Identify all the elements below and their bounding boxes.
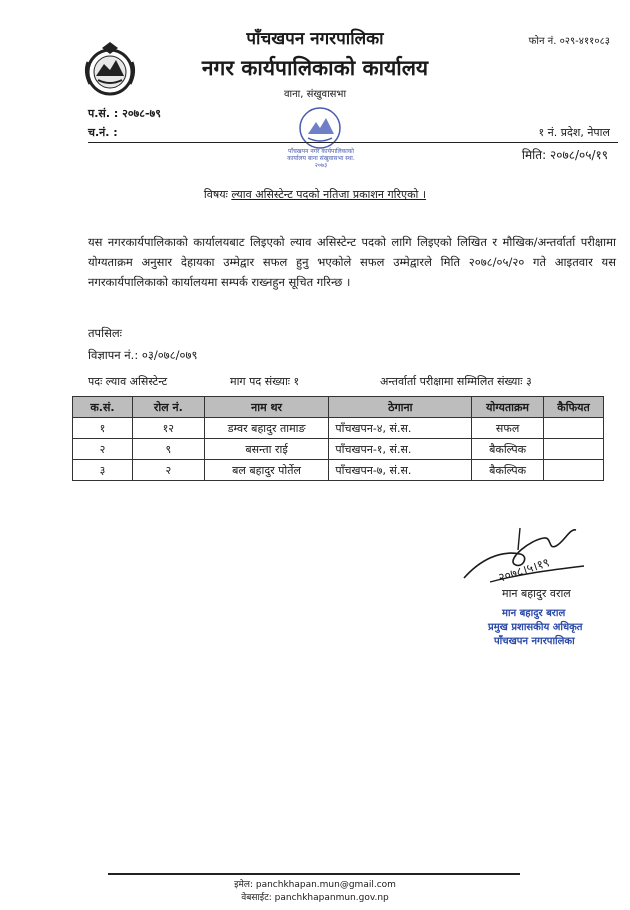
header-remarks: कैफियत [544, 397, 604, 418]
cell-rank: बैकल्पिक [472, 460, 544, 481]
header-address: ठेगाना [329, 397, 472, 418]
office-stamp-text: पाँचखपन नगर कार्यपालिकाको कार्यालय बाना संखुवासभा स्था. २०७३ [287, 148, 355, 169]
handwritten-signature [460, 520, 590, 590]
cell-rank: सफल [472, 418, 544, 439]
cell-address: पाँचखपन-४, सं.स. [329, 418, 472, 439]
cell-remarks [544, 460, 604, 481]
header-name: नाम थर [204, 397, 329, 418]
reference-number: प.सं. : २०७८-७९ [88, 107, 161, 120]
signer-name: मान बहादुर वराल [502, 587, 571, 600]
cell-roll: ९ [132, 439, 204, 460]
letter-date: मिति: २०७८/०५/१९ [521, 148, 608, 162]
office-address: वाना, संखुवासभा [283, 89, 347, 100]
cell-serial: ३ [73, 460, 133, 481]
cell-name: बल बहादुर पोर्तेल [204, 460, 329, 481]
svg-text:२०७८।५।१९: २०७८।५।१९ [496, 555, 552, 585]
table-row [73, 439, 604, 460]
subject-label: विषयः [203, 188, 228, 201]
cell-address: पाँचखपन-७, सं.स. [329, 460, 472, 481]
advertisement-number: विज्ञापन नं.: ०३/०७८/०७९ [88, 348, 198, 362]
officer-stamp-title: प्रमुख प्रशासकीय अधिकृत [488, 622, 583, 633]
interview-count: अन्तर्वार्ता परीक्षामा सम्मिलित संख्याः ३ [380, 375, 532, 388]
footer-divider [108, 873, 520, 875]
cell-roll: २ [132, 460, 204, 481]
header-roll: रोल नं. [132, 397, 204, 418]
cell-serial: १ [73, 418, 133, 439]
header-serial: क.सं. [73, 397, 133, 418]
header-divider [88, 142, 618, 143]
body-paragraph: यस नगरकार्यपालिकाको कार्यालयबाट लिइएको ल्याव असिस्टेन्ट पदको लागि लिइएको लिखित र मौखिक/अन्तर्वार्ता परीक्षामा योग्यताक्रम अनुसार देहायका उम्मेद्वार सफल हुनु भएकोले सफल उम्मेद्वारले मिति २०७८/०५/२० गते आइतवार यस नगरकार्यपालिकाको कार्यालयमा सम्पर्क राख्नहुन सूचित गरिन्छ । [88, 235, 616, 289]
appendix-label: तपसिलः [88, 326, 122, 340]
header-rank: योग्यताक्रम [472, 397, 544, 418]
footer-email: इमेल: panchkhapan.mun@gmail.com [234, 880, 396, 890]
officer-stamp-name: मान बहादुर बराल [502, 608, 566, 619]
cell-serial: २ [73, 439, 133, 460]
office-stamp-logo [296, 104, 344, 152]
post-name: पदः ल्याव असिस्टेन्ट [88, 375, 168, 388]
subject-line [0, 187, 630, 202]
province-label: १ नं. प्रदेश, नेपाल [538, 126, 610, 139]
cell-address: पाँचखपन-१, सं.स. [329, 439, 472, 460]
phone-number: फोन नं. ०२९-४११०८३ [528, 36, 610, 47]
cell-name: डम्वर बहादुर तामाङ [204, 418, 329, 439]
table-row [73, 460, 604, 481]
results-table [72, 396, 604, 481]
officer-stamp-office: पाँचखपन नगरपालिका [494, 636, 575, 647]
table-header-row [73, 397, 604, 418]
cell-roll: १२ [132, 418, 204, 439]
organization-name: पाँचखपन नगरपालिका [246, 29, 384, 49]
cell-remarks [544, 439, 604, 460]
table-row [73, 418, 604, 439]
subject-text: ल्याव असिस्टेन्ट पदको नतिजा प्रकाशन गरिएको । [231, 188, 427, 201]
cell-rank: बैकल्पिक [472, 439, 544, 460]
cell-remarks [544, 418, 604, 439]
office-name: नगर कार्यपालिकाको कार्यालय [201, 56, 429, 80]
footer-website: वेबसाईट: panchkhapanmun.gov.np [241, 893, 389, 903]
dispatch-number: च.नं. : [88, 126, 118, 139]
demand-count: माग पद संख्याः १ [230, 375, 300, 388]
cell-name: बसन्ता राई [204, 439, 329, 460]
